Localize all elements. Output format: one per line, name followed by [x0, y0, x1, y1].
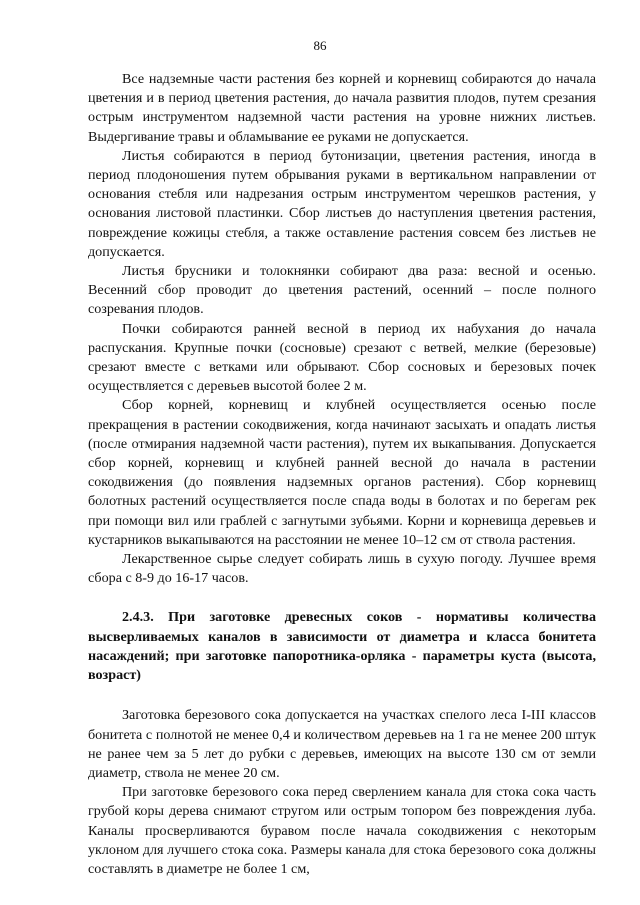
paragraph-buds: Почки собираются ранней весной в период их набухания до начала распускания. Крупные почки (сосновые) срезают с ветвей, мелкие (березовые) срезают вместе с ветками или обрывают. Сбор сосновых и березовых почек осуществляется с деревьев высотой более 2 м.	[88, 320, 596, 395]
paragraph-leaves: Листья собираются в период бутонизации, цветения растения, иногда в период плодоношения путем обрывания руками в вертикальном направлении от основания стебля или надрезания острым инструментом черешков растения, у основания листовой пластинки. Сбор листьев до наступления цветения растения, повреждение кожицы стебля, а также оставление растения совсем без листьев не допускается.	[88, 147, 596, 260]
paragraph-birch-sap-conditions: Заготовка березового сока допускается на участках спелого леса I-III классов бонитета с полнотой не менее 0,4 и количеством деревьев на 1 га не менее 200 штук не ранее чем за 5 лет до рубки с деревьев, имеющих на высоте 130 см от земли диаметр, ствола не менее 20 см.	[88, 707, 596, 781]
paragraph-aerial-parts: Все надземные части растения без корней и корневищ собираются до начала цветения и в период цветения растения, до начала развития плодов, путем срезания острым инструментом надземной части растения на уровне нижних листьев. Выдергивание травы и обламывание ее руками не допускается.	[88, 71, 596, 145]
body-text	[88, 70, 596, 879]
page-number: 86	[313, 38, 327, 53]
paragraph-lingonberry-bearberry: Листья брусники и толокнянки собирают два раза: весной и осенью. Весенний сбор проводит до цветения растений, осенний – после полного созревания плодов.	[88, 263, 596, 318]
paragraph-collection-weather: Лекарственное сырье следует собирать лишь в сухую погоду. Лучшее время сбора с 8-9 до 16-17 часов.	[88, 551, 596, 587]
paragraph-roots-rhizomes: Сбор корней, корневищ и клубней осуществляется осенью после прекращения в растении сокодвижения, когда начинают засыхать и опадать листья (после отмирания надземной части растения), путем их выкапывания. Допускается сбор корней, корневищ и клубней ранней весной до начала в растении сокодвижения (до появления надземных органов растения). Сбор корневищ болотных растений осуществляется после спада воды в болотах и по берегам рек при помощи вил или граблей с загнутыми зубьями. Корни и корневища деревьев и кустарников выкапываются на расстоянии не менее 10–12 см от ствола растения.	[88, 397, 596, 548]
section-heading: 2.4.3. При заготовке древесных соков - нормативы количества высверливаемых каналов в зависимости от диаметра и класса бонитета насаждений; при заготовке папоротника-орляка - параметры куста (высота, возраст)	[88, 609, 596, 684]
paragraph-birch-sap-drilling: При заготовке березового сока перед сверлением канала для стока сока часть грубой коры дерева снимают стругом или острым топором без повреждения луба. Каналы просверливаются буравом после начала сокодвижения с некоторым уклоном для лучшего стока сока. Размеры канала для стока березового сока должны составлять в диаметре не более 1 см,	[88, 784, 596, 877]
